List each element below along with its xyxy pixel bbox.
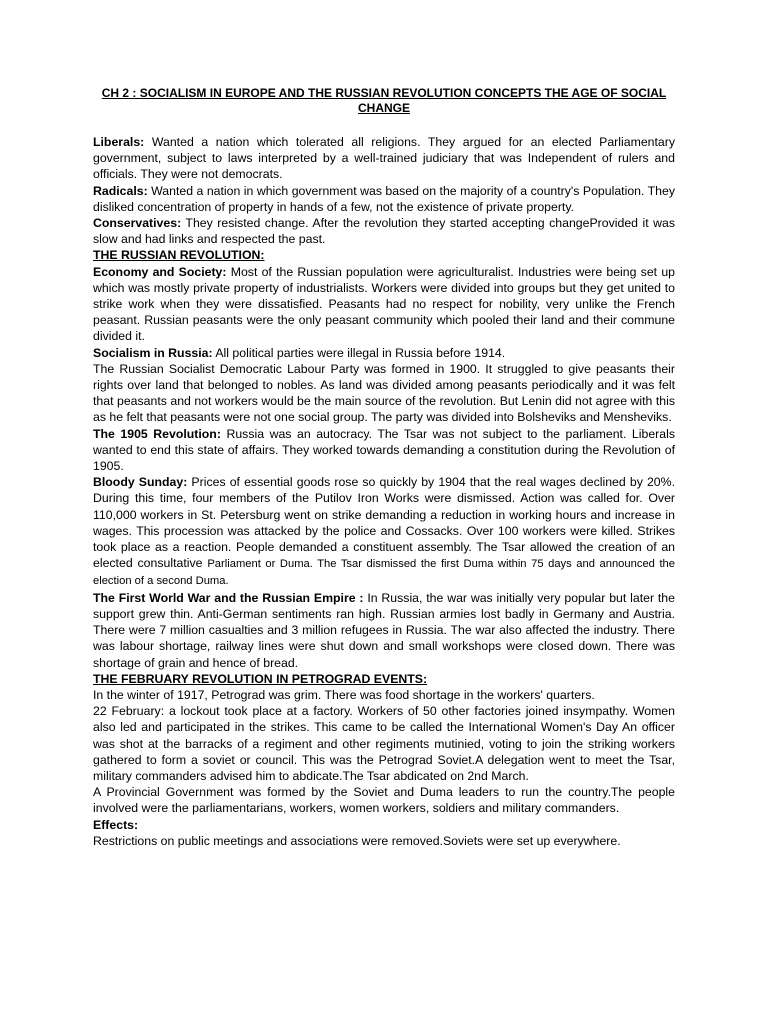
- text-socialism: All political parties were illegal in Russia before 1914.: [212, 345, 506, 360]
- page-title: CH 2 : SOCIALISM IN EUROPE AND THE RUSSIAN REVOLUTION CONCEPTS THE AGE OF SOCIAL CHANGE: [101, 86, 667, 115]
- term-world-war: The First World War and the Russian Empire :: [93, 590, 364, 605]
- term-liberals: Liberals:: [93, 135, 145, 149]
- text-radicals: Wanted a nation in which government was based on the majority of a country's Population. They disliked concentration of property in hands of a few, not the existence of private property.: [93, 183, 675, 214]
- term-socialism: Socialism in Russia:: [93, 345, 213, 360]
- paragraph-socialism: [93, 345, 675, 361]
- term-bloody-sunday: Bloody Sunday:: [93, 475, 188, 490]
- term-radicals: Radicals:: [93, 183, 148, 198]
- paragraph-22-february: 22 February: a lockout took place at a factory. Workers of 50 other factories joined insympathy. Women also led and participated in the strikes. This came to be called the International Women's Day An officer was shot at the barracks of a regiment and other regiments mutinied, voting to join the striking workers gathered to form a soviet or council. This was the Petrograd Soviet.A delegation went to meet the Tsar, military commanders advised him to abdicate.The Tsar abdicated on 2nd March.: [93, 704, 675, 783]
- text-conservatives: They resisted change. After the revolution they started accepting changeProvided it was slow and had links and respected the past.: [93, 216, 675, 247]
- text-bloody-sunday-small: Parliament or Duma. The Tsar dismissed the first Duma within 75 days and announced the election of a second Duma.: [93, 558, 675, 588]
- term-1905-revolution: The 1905 Revolution:: [93, 426, 221, 441]
- heading-february-revolution: THE FEBRUARY REVOLUTION IN PETROGRAD EVENTS:: [93, 671, 428, 686]
- paragraph-labour-party: The Russian Socialist Democratic Labour Party was formed in 1900. It struggled to give peasants their rights over land that belonged to nobles. As land was divided among peasants periodically and it was felt that peasants and not workers would be the main source of the revolution. But Lenin did not agree with this as he felt that peasants were not one social group. The party was divided into Bolsheviks and Mensheviks.: [93, 361, 675, 425]
- text-economy: Most of the Russian population were agriculturalist. Industries were being set up which was mostly private property of industrialists. Workers were divided into groups but they get united to strike work when they were dissatisfied. Peasants had no respect for nobility, very unlike the French peasant. Russian peasants were the only peasant community which pooled their land and their commune divided it.: [93, 264, 675, 344]
- paragraph-bloody-sunday: [93, 474, 675, 589]
- text-1905-revolution: Russia was an autocracy. The Tsar was not subject to the parliament. Liberals wanted to end this state of affairs. They worked towards demanding a constitution during the Revolution of 1905.: [93, 426, 675, 474]
- paragraph-1905-revolution: [93, 426, 675, 475]
- text-liberals: Wanted a nation which tolerated all religions. They argued for an elected Parliamentary government, subject to laws interpreted by a well-trained judiciary that was Independent of rulers and officials. They were not democrats.: [93, 135, 675, 182]
- paragraph-economy: [93, 264, 675, 345]
- paragraph-provisional-government: A Provincial Government was formed by the Soviet and Duma leaders to run the country.The people involved were the parliamentarians, workers, women workers, soldiers and military commanders.: [93, 785, 675, 816]
- heading-effects: Effects:: [93, 817, 139, 832]
- paragraph-winter-1917: In the winter of 1917, Petrograd was grim. There was food shortage in the workers' quarters.: [93, 687, 595, 702]
- term-economy: Economy and Society:: [93, 264, 227, 279]
- paragraph-world-war: [93, 590, 675, 671]
- paragraph-liberals: [93, 134, 675, 183]
- paragraph-conservatives: [93, 215, 675, 247]
- paragraph-effects: Restrictions on public meetings and associations were removed.Soviets were set up everywhere.: [93, 833, 621, 848]
- paragraph-radicals: [93, 183, 675, 215]
- term-conservatives: Conservatives:: [93, 216, 182, 231]
- heading-russian-revolution: THE RUSSIAN REVOLUTION:: [93, 248, 265, 263]
- text-world-war: In Russia, the war was initially very popular but later the support grew thin. Anti-German sentiments ran high. Russian armies lost badly in Germany and Austria. There were 7 million casualties and 3 million refugees in Russia. The war also affected the industry. There was labour shortage, railway lines were shut down and small workshops were closed down. There was shortage of grain and hence of bread.: [93, 590, 675, 670]
- text-bloody-sunday: Prices of essential goods rose so quickly by 1904 that the real wages declined by 20%. During this time, four members of the Putilov Iron Works were dismissed. Action was called for. Over 110,000 workers in St. Petersburg went on strike demanding a reduction in working hours and increase in wages. This procession was attacked by the police and Cossacks. Over 100 workers were killed. Strikes took place as a reaction. People demanded a constituent assembly. The Tsar allowed the creation of an elected consultative: [93, 475, 675, 571]
